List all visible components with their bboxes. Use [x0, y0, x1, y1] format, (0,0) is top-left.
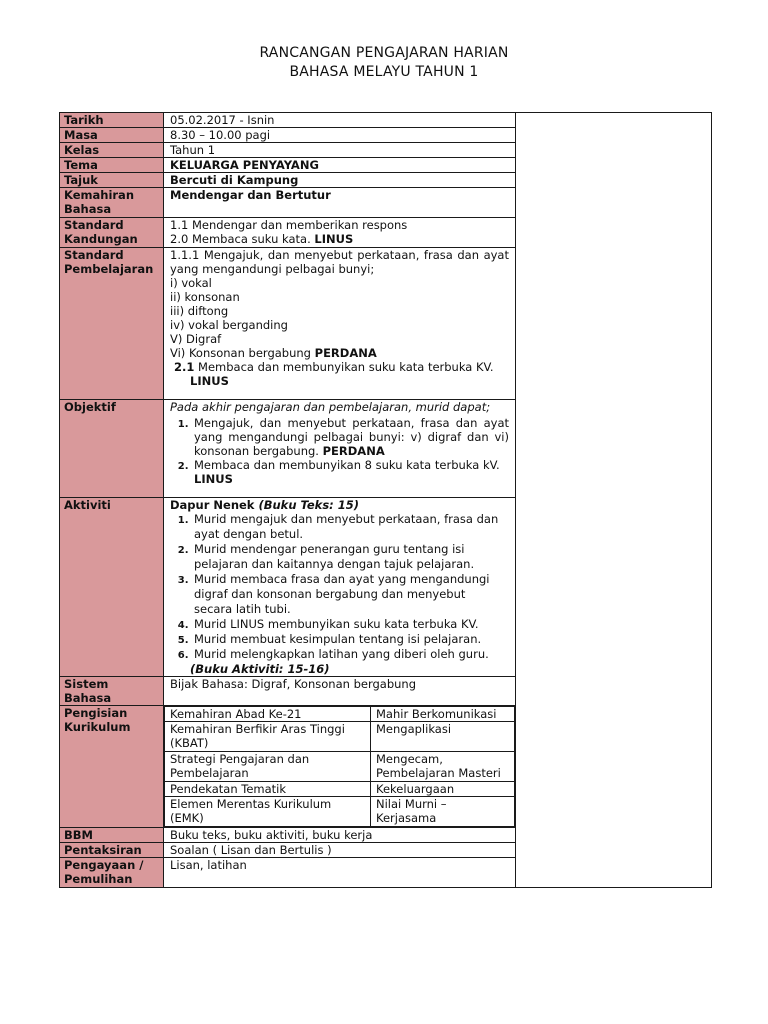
row-tarikh	[60, 113, 712, 128]
label-sistem-bahasa: Sistem Bahasa	[60, 677, 164, 706]
value-kelas: Tahun 1	[164, 143, 516, 158]
value-sistem-bahasa: Bijak Bahasa: Digraf, Konsonan bergabung	[164, 677, 516, 706]
label-tema: Tema	[60, 158, 164, 173]
label-tajuk: Tajuk	[60, 173, 164, 188]
label-bbm: BBM	[60, 828, 164, 843]
value-pengisian-kurikulum	[164, 706, 516, 828]
sk-line-1: 1.1 Mendengar dan memberikan respons	[170, 218, 408, 232]
notes-column	[516, 113, 712, 888]
sp-intro: 1.1.1 Mengajuk, dan menyebut perkataan, frasa dan ayat yang mengandungi pelbagai bunyi;	[170, 248, 509, 276]
label-kelas: Kelas	[60, 143, 164, 158]
aktiviti-item: 6. Murid melengkapkan latihan yang diberi oleh guru.	[192, 647, 505, 662]
objektif-item: 2. Membaca dan membunyikan 8 suku kata terbuka kV. LINUS	[192, 458, 509, 486]
value-bbm: Buku teks, buku aktiviti, buku kerja	[164, 828, 516, 843]
sp-item: iv) vokal berganding	[170, 318, 288, 332]
value-pengayaan: Lisan, latihan	[164, 858, 516, 888]
document-title: RANCANGAN PENGAJARAN HARIAN	[259, 45, 509, 61]
label-standard-kandungan: Standard Kandungan	[60, 218, 164, 248]
value-objektif	[164, 400, 516, 498]
pengisian-value: Mahir Berkomunikasi	[371, 707, 515, 722]
sk-line-2: 2.0 Membaca suku kata. LINUS	[170, 232, 354, 246]
sp-item: ii) konsonan	[170, 290, 240, 304]
aktiviti-list	[170, 512, 509, 662]
pengisian-value: Kekeluargaan	[371, 782, 515, 797]
aktiviti-item: 2. Murid mendengar penerangan guru tentang isi pelajaran dan kaitannya dengan tajuk pelajaran.	[192, 542, 505, 572]
value-aktiviti	[164, 498, 516, 677]
pengisian-name: Pendekatan Tematik	[165, 782, 371, 797]
pengisian-row	[165, 797, 515, 827]
aktiviti-item: 5. Murid membuat kesimpulan tentang isi pelajaran.	[192, 632, 505, 647]
label-tarikh: Tarikh	[60, 113, 164, 128]
label-pengayaan: Pengayaan / Pemulihan	[60, 858, 164, 888]
label-objektif: Objektif	[60, 400, 164, 498]
objektif-list	[170, 416, 509, 486]
sp-sub: 2.1 Membaca dan membunyikan suku kata terbuka KV.	[174, 360, 494, 374]
pengisian-row	[165, 722, 515, 752]
pengisian-table	[164, 706, 515, 827]
document-subtitle: BAHASA MELAYU TAHUN 1	[289, 64, 479, 80]
aktiviti-item: 4. Murid LINUS membunyikan suku kata terbuka KV.	[192, 617, 505, 632]
pengisian-value: Mengaplikasi	[371, 722, 515, 752]
lesson-plan-table	[59, 112, 712, 888]
objektif-intro: Pada akhir pengajaran dan pembelajaran, murid dapat;	[170, 400, 491, 414]
pengisian-name: Strategi Pengajaran dan Pembelajaran	[165, 752, 371, 782]
pengisian-value: Mengecam, Pembelajaran Masteri	[371, 752, 515, 782]
value-standard-pembelajaran	[164, 248, 516, 400]
label-pentaksiran: Pentaksiran	[60, 843, 164, 858]
label-aktiviti: Aktiviti	[60, 498, 164, 677]
value-pentaksiran: Soalan ( Lisan dan Bertulis )	[164, 843, 516, 858]
aktiviti-item: 1. Murid mengajuk dan menyebut perkataan, frasa dan ayat dengan betul.	[192, 512, 505, 542]
label-masa: Masa	[60, 128, 164, 143]
pengisian-row	[165, 752, 515, 782]
pengisian-name: Elemen Merentas Kurikulum (EMK)	[165, 797, 371, 827]
value-kemahiran: Mendengar dan Bertutur	[164, 188, 516, 218]
objektif-item: 1. Mengajuk, dan menyebut perkataan, frasa dan ayat yang mengandungi pelbagai bunyi: v) digraf dan vi) konsonan bergabung. PERDANA	[192, 416, 509, 458]
sp-sub-linus: LINUS	[190, 374, 229, 388]
value-masa: 8.30 – 10.00 pagi	[164, 128, 516, 143]
sp-item: iii) diftong	[170, 304, 229, 318]
pengisian-row	[165, 782, 515, 797]
label-kemahiran: Kemahiran Bahasa	[60, 188, 164, 218]
aktiviti-footer: (Buku Aktiviti: 15-16)	[190, 662, 330, 676]
value-tema: KELUARGA PENYAYANG	[164, 158, 516, 173]
pengisian-name: Kemahiran Abad Ke-21	[165, 707, 371, 722]
pengisian-name: Kemahiran Berfikir Aras Tinggi (KBAT)	[165, 722, 371, 752]
sp-item: Vi) Konsonan bergabung PERDANA	[170, 346, 377, 360]
value-standard-kandungan	[164, 218, 516, 248]
sp-item: V) Digraf	[170, 332, 222, 346]
label-pengisian-kurikulum: Pengisian Kurikulum	[60, 706, 164, 828]
aktiviti-item: 3. Murid membaca frasa dan ayat yang mengandungi digraf dan konsonan bergabung dan menyebut secara latih tubi.	[192, 572, 505, 617]
sp-item: i) vokal	[170, 276, 212, 290]
value-tajuk: Bercuti di Kampung	[164, 173, 516, 188]
label-standard-pembelajaran: Standard Pembelajaran	[60, 248, 164, 400]
aktiviti-heading: Dapur Nenek (Buku Teks: 15)	[170, 498, 360, 512]
value-tarikh: 05.02.2017 - Isnin	[164, 113, 516, 128]
pengisian-value: Nilai Murni – Kerjasama	[371, 797, 515, 827]
pengisian-row	[165, 707, 515, 722]
